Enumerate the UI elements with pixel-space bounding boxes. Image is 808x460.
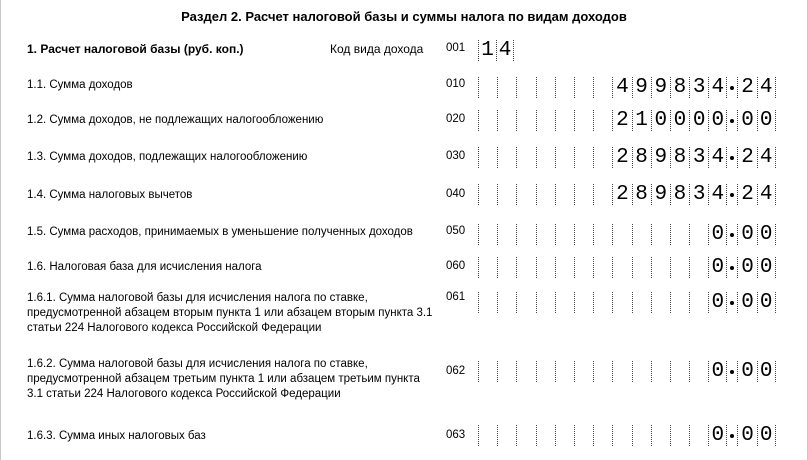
amount-integer-cell — [536, 361, 555, 382]
amount-integer-cell: 0 — [651, 110, 670, 131]
decimal-separator — [727, 292, 737, 313]
amount-integer-cell — [478, 292, 497, 313]
income-kind-field[interactable] — [478, 40, 514, 61]
income-kind-label: Код вида дохода — [330, 42, 424, 56]
amount-integer-cell — [536, 257, 555, 278]
amount-integer-cell — [689, 361, 708, 382]
amount-integer-cell — [593, 224, 612, 245]
amount-integer-cell — [593, 257, 612, 278]
amount-integer-cell — [555, 110, 574, 131]
amount-integer-cell — [516, 425, 535, 446]
amount-integer-cell — [555, 425, 574, 446]
amount-integer-cell: 0 — [708, 361, 727, 382]
amount-integer-cell — [670, 425, 689, 446]
amount-fraction-cell: 0 — [737, 361, 756, 382]
decimal-separator — [727, 425, 737, 446]
decimal-separator — [727, 257, 737, 278]
amount-integer-cell — [574, 425, 593, 446]
amount-integer-cell — [478, 110, 497, 131]
amount-integer-cell — [555, 224, 574, 245]
amount-fraction-cell: 2 — [737, 147, 756, 168]
amount-integer-cell — [497, 425, 516, 446]
amount-integer-cell: 8 — [670, 77, 689, 98]
amount-field[interactable] — [478, 257, 776, 278]
amount-integer-cell — [689, 292, 708, 313]
amount-integer-cell — [632, 257, 651, 278]
amount-integer-cell: 9 — [632, 77, 651, 98]
amount-integer-cell — [574, 224, 593, 245]
amount-integer-cell: 2 — [612, 110, 631, 131]
amount-integer-cell — [497, 292, 516, 313]
amount-field[interactable] — [478, 77, 776, 98]
amount-integer-cell — [689, 224, 708, 245]
decimal-separator — [727, 147, 737, 168]
amount-integer-cell: 0 — [708, 110, 727, 131]
amount-integer-cell — [536, 147, 555, 168]
row-code: 062 — [446, 365, 466, 377]
amount-integer-cell: 0 — [708, 425, 727, 446]
amount-field[interactable] — [478, 110, 776, 131]
amount-integer-cell: 0 — [689, 110, 708, 131]
amount-integer-cell — [651, 292, 670, 313]
decimal-separator — [727, 361, 737, 382]
amount-integer-cell: 4 — [708, 147, 727, 168]
amount-integer-cell — [651, 257, 670, 278]
amount-fraction-cell: 0 — [737, 292, 756, 313]
income-kind-cell: 4 — [496, 40, 514, 61]
amount-fraction-cell: 0 — [757, 224, 776, 245]
amount-integer-cell: 9 — [651, 147, 670, 168]
amount-integer-cell: 9 — [651, 77, 670, 98]
amount-integer-cell — [536, 184, 555, 205]
amount-integer-cell — [593, 184, 612, 205]
amount-integer-cell: 8 — [632, 184, 651, 205]
amount-integer-cell: 0 — [708, 292, 727, 313]
amount-integer-cell — [632, 224, 651, 245]
amount-integer-cell — [497, 77, 516, 98]
amount-integer-cell: 3 — [689, 77, 708, 98]
amount-integer-cell — [574, 77, 593, 98]
amount-integer-cell: 4 — [612, 77, 631, 98]
amount-integer-cell — [651, 425, 670, 446]
amount-integer-cell — [516, 77, 535, 98]
amount-integer-cell — [478, 224, 497, 245]
row-label: 1.6. Налоговая база для исчисления налога — [27, 261, 262, 273]
amount-integer-cell — [670, 292, 689, 313]
amount-fraction-cell: 0 — [737, 425, 756, 446]
amount-integer-cell: 0 — [708, 257, 727, 278]
row-label: 1.1. Сумма доходов — [27, 79, 133, 91]
amount-integer-cell — [478, 147, 497, 168]
row-code: 050 — [446, 225, 466, 237]
amount-integer-cell — [516, 184, 535, 205]
amount-integer-cell: 8 — [670, 184, 689, 205]
amount-integer-cell — [497, 361, 516, 382]
row-code: 060 — [446, 260, 466, 272]
amount-integer-cell — [651, 361, 670, 382]
row-label: 1.6.2. Сумма налоговой базы для исчисления налога по ставке, предусмотренной абзацем третьим пункта 1 или абзацем третьим пункта 3.1 статьи 224 Налогового кодекса Российской Федерации — [27, 358, 420, 400]
page-border-left — [0, 0, 1, 460]
amount-integer-cell: 8 — [632, 147, 651, 168]
amount-fraction-cell: 0 — [757, 292, 776, 313]
row-label: 1.4. Сумма налоговых вычетов — [27, 189, 193, 201]
amount-integer-cell — [516, 110, 535, 131]
row-label: 1.5. Сумма расходов, принимаемых в уменьшение полученных доходов — [27, 226, 413, 238]
amount-integer-cell: 0 — [708, 224, 727, 245]
row-code: 063 — [446, 429, 466, 441]
amount-integer-cell — [536, 224, 555, 245]
income-kind-code: 001 — [446, 42, 466, 54]
amount-integer-cell — [516, 257, 535, 278]
amount-field[interactable] — [478, 361, 776, 382]
decimal-separator — [727, 77, 737, 98]
amount-integer-cell: 3 — [689, 184, 708, 205]
amount-integer-cell — [632, 361, 651, 382]
amount-integer-cell — [689, 425, 708, 446]
decimal-separator — [727, 224, 737, 245]
amount-integer-cell — [497, 110, 516, 131]
amount-integer-cell — [516, 224, 535, 245]
row-code: 010 — [446, 78, 466, 90]
amount-integer-cell — [574, 257, 593, 278]
amount-integer-cell: 4 — [708, 77, 727, 98]
amount-field[interactable] — [478, 425, 776, 446]
amount-field[interactable] — [478, 184, 776, 205]
amount-integer-cell — [536, 110, 555, 131]
row-label: 1.2. Сумма доходов, не подлежащих налогообложению — [27, 114, 324, 126]
amount-integer-cell: 3 — [689, 147, 708, 168]
amount-integer-cell — [555, 147, 574, 168]
amount-fraction-cell: 0 — [757, 425, 776, 446]
amount-integer-cell — [593, 110, 612, 131]
amount-integer-cell: 1 — [632, 110, 651, 131]
amount-integer-cell — [536, 292, 555, 313]
section-heading: 1. Расчет налоговой базы (руб. коп.) — [27, 42, 244, 56]
row-code: 061 — [446, 291, 466, 303]
amount-integer-cell: 0 — [670, 110, 689, 131]
amount-field[interactable] — [478, 224, 776, 245]
amount-integer-cell — [555, 184, 574, 205]
section-title: Раздел 2. Расчет налоговой базы и суммы налога по видам доходов — [181, 9, 627, 24]
amount-integer-cell — [536, 77, 555, 98]
amount-integer-cell — [536, 425, 555, 446]
amount-fraction-cell: 4 — [757, 184, 776, 205]
amount-integer-cell — [516, 292, 535, 313]
amount-integer-cell — [689, 257, 708, 278]
amount-integer-cell — [478, 425, 497, 446]
amount-integer-cell — [593, 292, 612, 313]
amount-integer-cell — [516, 147, 535, 168]
amount-integer-cell — [612, 292, 631, 313]
amount-integer-cell — [574, 292, 593, 313]
amount-integer-cell — [593, 77, 612, 98]
amount-field[interactable] — [478, 292, 776, 313]
amount-integer-cell — [574, 110, 593, 131]
row-label: 1.3. Сумма доходов, подлежащих налогообложению — [27, 151, 308, 163]
amount-integer-cell: 8 — [670, 147, 689, 168]
amount-integer-cell — [574, 147, 593, 168]
amount-integer-cell — [555, 292, 574, 313]
amount-integer-cell — [612, 425, 631, 446]
amount-integer-cell — [574, 184, 593, 205]
amount-integer-cell: 2 — [612, 184, 631, 205]
amount-integer-cell: 4 — [708, 184, 727, 205]
amount-fraction-cell: 4 — [757, 147, 776, 168]
amount-fraction-cell: 0 — [737, 257, 756, 278]
amount-integer-cell — [612, 361, 631, 382]
amount-integer-cell — [497, 224, 516, 245]
amount-integer-cell — [670, 224, 689, 245]
row-code: 040 — [446, 188, 466, 200]
amount-integer-cell — [516, 361, 535, 382]
amount-integer-cell — [612, 257, 631, 278]
amount-integer-cell — [497, 184, 516, 205]
amount-fraction-cell: 4 — [757, 77, 776, 98]
amount-fraction-cell: 0 — [737, 110, 756, 131]
amount-integer-cell — [670, 257, 689, 278]
amount-integer-cell — [555, 257, 574, 278]
amount-field[interactable] — [478, 147, 776, 168]
amount-integer-cell — [670, 361, 689, 382]
amount-fraction-cell: 0 — [757, 361, 776, 382]
amount-integer-cell — [478, 257, 497, 278]
amount-fraction-cell: 0 — [757, 257, 776, 278]
amount-integer-cell — [612, 224, 631, 245]
amount-integer-cell — [632, 425, 651, 446]
amount-integer-cell — [593, 147, 612, 168]
amount-integer-cell — [497, 257, 516, 278]
amount-integer-cell — [651, 224, 670, 245]
amount-integer-cell — [478, 77, 497, 98]
row-label: 1.6.1. Сумма налоговой базы для исчисления налога по ставке, предусмотренной абзацем вторым пункта 1 или абзацем вторым пункта 3.1 статьи 224 Налогового кодекса Российской Федерации — [27, 292, 433, 334]
amount-integer-cell — [555, 361, 574, 382]
amount-fraction-cell: 2 — [737, 184, 756, 205]
amount-integer-cell: 2 — [612, 147, 631, 168]
amount-integer-cell — [478, 361, 497, 382]
decimal-separator — [727, 184, 737, 205]
decimal-separator — [727, 110, 737, 131]
row-code: 030 — [446, 150, 466, 162]
amount-integer-cell — [497, 147, 516, 168]
amount-integer-cell — [632, 292, 651, 313]
amount-integer-cell — [574, 361, 593, 382]
amount-fraction-cell: 0 — [757, 110, 776, 131]
row-code: 020 — [446, 113, 466, 125]
amount-integer-cell — [593, 425, 612, 446]
amount-integer-cell — [593, 361, 612, 382]
amount-integer-cell: 9 — [651, 184, 670, 205]
amount-integer-cell — [555, 77, 574, 98]
row-label: 1.6.3. Сумма иных налоговых баз — [27, 430, 206, 442]
income-kind-cell: 1 — [478, 40, 496, 61]
amount-fraction-cell: 0 — [737, 224, 756, 245]
amount-integer-cell — [478, 184, 497, 205]
amount-fraction-cell: 2 — [737, 77, 756, 98]
